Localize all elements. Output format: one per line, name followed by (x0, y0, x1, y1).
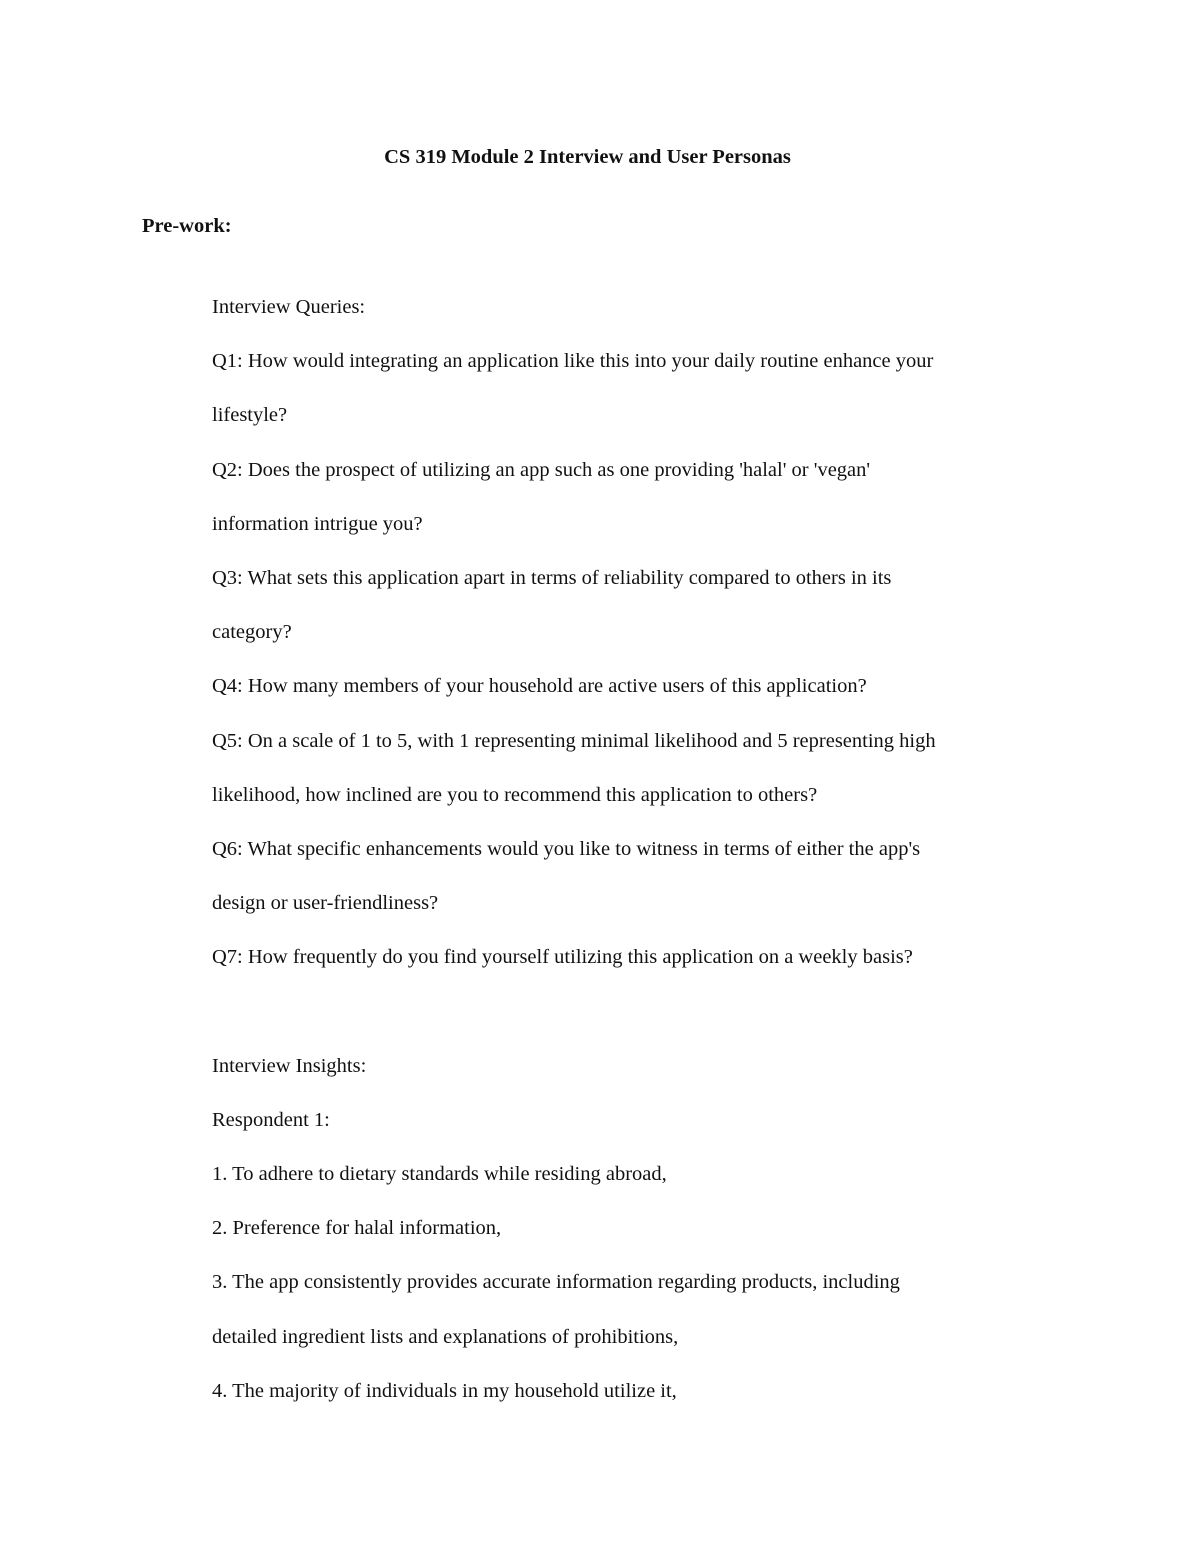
query-line: Q4: How many members of your household are active users of this application? (212, 675, 867, 698)
query-line: likelihood, how inclined are you to recommend this application to others? (212, 783, 818, 806)
response-line: 2. Preference for halal information, (212, 1217, 502, 1240)
prework-heading: Pre-work: (142, 215, 232, 237)
document-body (212, 280, 1082, 1418)
query-line: Q6: What specific enhancements would you like to witness in terms of either the app's (212, 837, 921, 860)
query-line: Q1: How would integrating an application like this into your daily routine enhance your (212, 350, 934, 373)
insights-label: Interview Insights: (212, 1054, 367, 1077)
query-line: Q2: Does the prospect of utilizing an app such as one providing 'halal' or 'vegan' (212, 458, 871, 481)
query-line: lifestyle? (212, 404, 288, 427)
document-title: CS 319 Module 2 Interview and User Personas (384, 146, 791, 168)
query-line: information intrigue you? (212, 512, 423, 535)
queries-label: Interview Queries: (212, 296, 366, 318)
query-line: Q3: What sets this application apart in terms of reliability compared to others in its (212, 566, 892, 589)
paragraph-gap (212, 984, 1082, 1038)
query-line: category? (212, 621, 292, 644)
response-line: detailed ingredient lists and explanations of prohibitions, (212, 1325, 679, 1348)
respondent-label: Respondent 1: (212, 1108, 330, 1131)
query-line: Q7: How frequently do you find yourself utilizing this application on a weekly basis? (212, 946, 913, 969)
query-line: Q5: On a scale of 1 to 5, with 1 representing minimal likelihood and 5 representing high (212, 729, 936, 752)
response-line: 4. The majority of individuals in my household utilize it, (212, 1379, 677, 1402)
query-line: design or user-friendliness? (212, 892, 439, 915)
response-line: 1. To adhere to dietary standards while residing abroad, (212, 1163, 667, 1185)
response-line: 3. The app consistently provides accurate information regarding products, including (212, 1271, 900, 1294)
